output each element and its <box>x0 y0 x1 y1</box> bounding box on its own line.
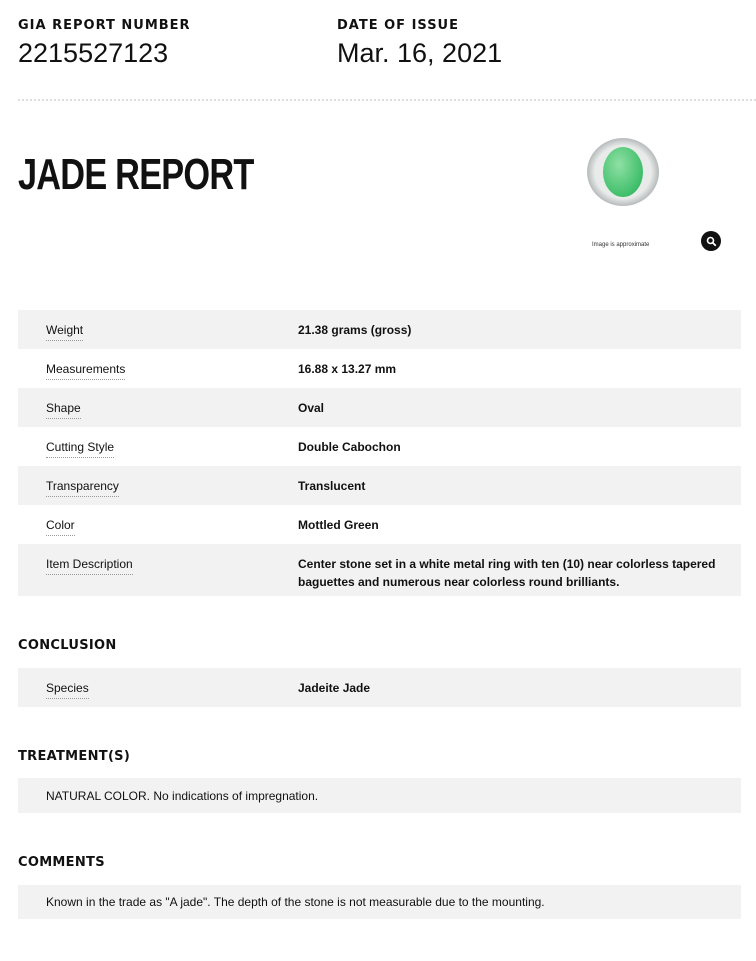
details-table <box>18 310 741 596</box>
detail-value: Double Cabochon <box>298 440 401 454</box>
table-row <box>18 466 741 505</box>
detail-value: 16.88 x 13.27 mm <box>298 362 397 376</box>
detail-value: Oval <box>298 401 325 415</box>
comments-text: Known in the trade as "A jade". The depth of the stone is not measurable due to the mounting. <box>18 885 741 919</box>
date-of-issue: Mar. 16, 2021 <box>337 38 503 68</box>
search-icon <box>706 236 717 247</box>
detail-label: Transparency <box>46 479 119 497</box>
table-row <box>18 544 741 596</box>
page-title: JADE REPORT <box>18 150 254 199</box>
detail-label: Weight <box>46 323 83 341</box>
table-row <box>18 349 741 388</box>
conclusion-table <box>18 668 741 707</box>
date-label: DATE OF ISSUE <box>337 18 459 33</box>
table-row <box>18 310 741 349</box>
report-number-label: GIA REPORT NUMBER <box>18 18 191 33</box>
zoom-image-button[interactable] <box>701 231 721 251</box>
detail-label: Measurements <box>46 362 125 380</box>
detail-value: 21.38 grams (gross) <box>298 323 412 337</box>
jade-ring-image <box>587 138 659 206</box>
table-row <box>18 668 741 707</box>
conclusion-heading: CONCLUSION <box>18 638 117 653</box>
detail-label: Color <box>46 518 75 536</box>
detail-label: Cutting Style <box>46 440 114 458</box>
species-value: Jadeite Jade <box>298 681 371 695</box>
detail-value: Translucent <box>298 479 366 493</box>
treatment-text: NATURAL COLOR. No indications of impregnation. <box>18 778 741 813</box>
image-caption: Image is approximate <box>592 242 650 248</box>
divider <box>18 99 756 101</box>
table-row <box>18 505 741 544</box>
table-row <box>18 427 741 466</box>
detail-value: Mottled Green <box>298 518 379 532</box>
detail-label: Item Description <box>46 557 133 575</box>
detail-label: Shape <box>46 401 81 419</box>
treatment-heading: TREATMENT(S) <box>18 749 131 764</box>
species-label: Species <box>46 681 89 699</box>
report-number: 2215527123 <box>18 38 169 68</box>
comments-heading: COMMENTS <box>18 855 105 870</box>
detail-value: Center stone set in a white metal ring with ten (10) near colorless tapered baguettes and numerous near colorless round brilliants. <box>298 557 716 589</box>
table-row <box>18 388 741 427</box>
